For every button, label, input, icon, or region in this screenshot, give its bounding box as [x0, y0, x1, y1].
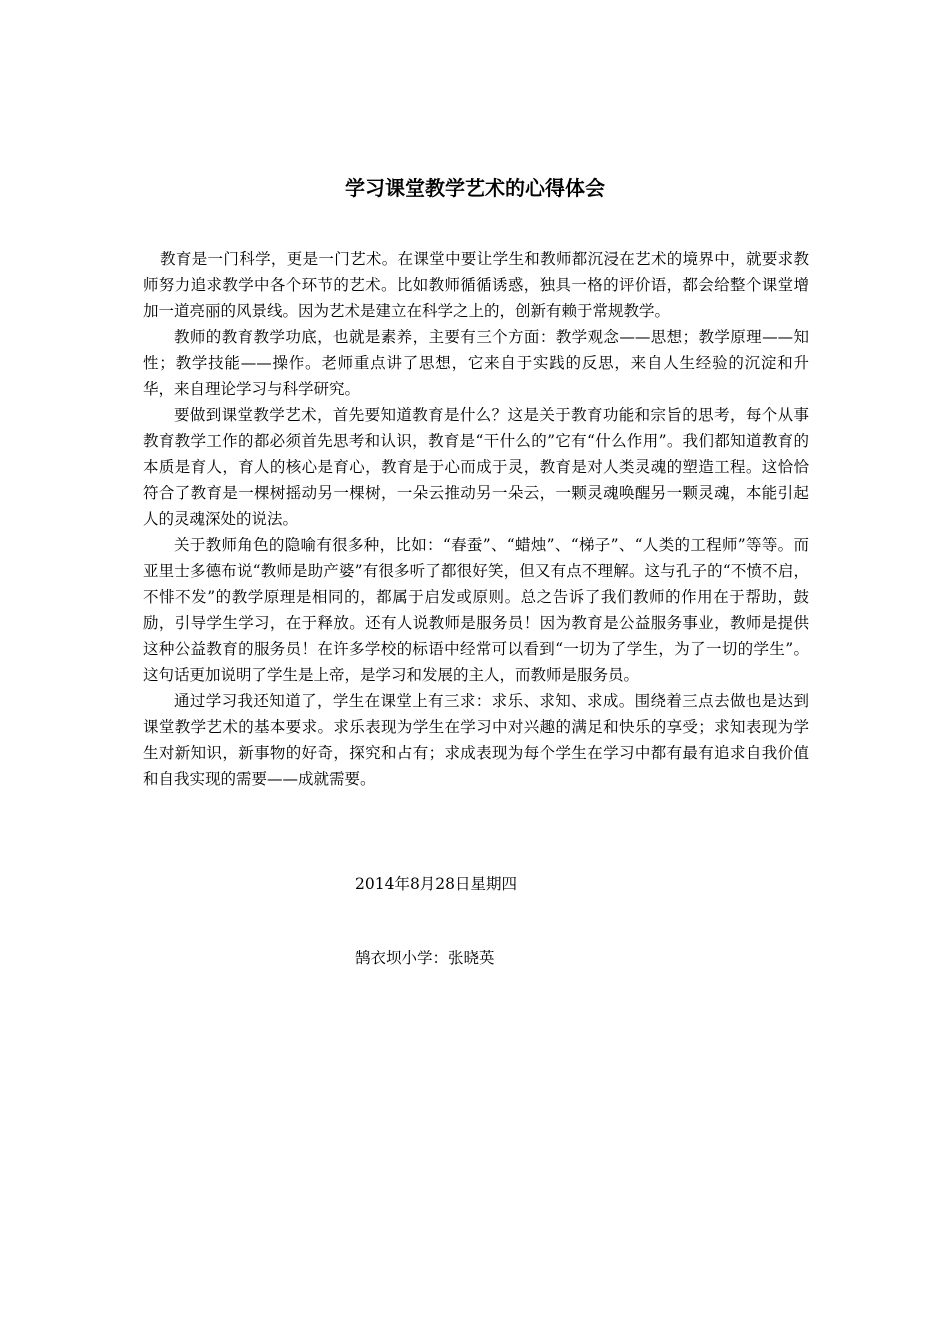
- document-date: 2014年8月28日星期四: [355, 875, 518, 893]
- document-title: 学习课堂教学艺术的心得体会: [345, 176, 605, 200]
- paragraph-3: 要做到课堂教学艺术，首先要知道教育是什么？这是关于教育功能和宗旨的思考，每个从事教育教学工作的都必须首先思考和认识，教育是“干什么的”它有“什么作用”。我们都知道教育的本质是育人，育人的核心是育心，教育是于心而成于灵，教育是对人类灵魂的塑造工程。这恰恰符合了教育是一棵树摇动另一棵树，一朵云推动另一朵云，一颗灵魂唤醒另一颗灵魂，本能引起人的灵魂深处的说法。: [143, 406, 809, 528]
- document-body: [143, 246, 809, 792]
- paragraph-1: 教育是一门科学，更是一门艺术。在课堂中要让学生和教师都沉浸在艺术的境界中，就要求教师努力追求教学中各个环节的艺术。比如教师循循诱惑，独具一格的评价语，都会给整个课堂增加一道亮丽的风景线。因为艺术是建立在科学之上的，创新有赖于常规教学。: [143, 250, 809, 320]
- author-signature: 鹄衣坝小学：张晓英: [355, 949, 495, 967]
- paragraph-2: 教师的教育教学功底，也就是素养，主要有三个方面：教学观念——思想；教学原理——知性；教学技能——操作。老师重点讲了思想，它来自于实践的反思，来自人生经验的沉淀和升华，来自理论学习与科学研究。: [143, 328, 809, 398]
- paragraph-5: 通过学习我还知道了，学生在课堂上有三求：求乐、求知、求成。围绕着三点去做也是达到课堂教学艺术的基本要求。求乐表现为学生在学习中对兴趣的满足和快乐的享受；求知表现为学生对新知识，新事物的好奇，探究和占有；求成表现为每个学生在学习中都有最有追求自我价值和自我实现的需要——成就需要。: [143, 692, 809, 788]
- paragraph-4: 关于教师角色的隐喻有很多种，比如：“春蚕”、“蜡烛”、“梯子”、“人类的工程师”等等。而亚里士多德布说“教师是助产婆”有很多听了都很好笑，但又有点不理解。这与孔子的“不愤不启，不悱不发”的教学原理是相同的，都属于启发或原则。总之告诉了我们教师的作用在于帮助，鼓励，引导学生学习，在于释放。还有人说教师是服务员！因为教育是公益服务事业，教师是提供这种公益教育的服务员！在许多学校的标语中经常可以看到“一切为了学生，为了一切的学生”。这句话更加说明了学生是上帝，是学习和发展的主人，而教师是服务员。: [143, 536, 809, 684]
